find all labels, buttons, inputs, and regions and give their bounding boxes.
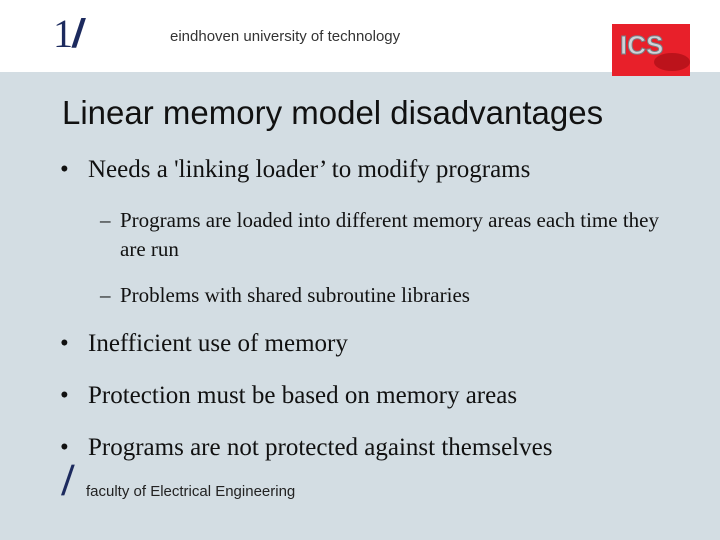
tue-logo-number: 1 (53, 11, 71, 56)
ics-logo-text: ICS (620, 30, 664, 60)
subbullet-text: Programs are loaded into different memory areas each time they are run (120, 208, 659, 261)
subbullet-item (100, 206, 660, 264)
university-name: eindhoven university of technology (170, 28, 401, 45)
footer-slash: / (60, 457, 76, 504)
bullet-marker: • (60, 330, 69, 357)
bullet-text: Needs a 'linking loader’ to modify programs (88, 156, 531, 183)
bullet-marker: • (60, 434, 69, 461)
subbullet-marker: – (100, 283, 111, 307)
slide-header (0, 0, 720, 72)
subbullet-item (100, 281, 660, 310)
ics-logo (612, 24, 690, 76)
bullet-marker: • (60, 382, 69, 409)
bullet-text: Programs are not protected against themselves (88, 434, 553, 461)
slide-title: Linear memory model disadvantages (62, 94, 604, 131)
tue-logo (53, 10, 86, 58)
bullet-item (60, 156, 530, 184)
subbullet-text: Problems with shared subroutine libraries (120, 283, 470, 307)
bullet-item (60, 330, 348, 358)
tue-logo-slash: / (69, 12, 86, 56)
bullet-text: Protection must be based on memory areas (88, 382, 518, 409)
bullet-item (60, 434, 552, 462)
faculty-name: faculty of Electrical Engineering (86, 483, 296, 500)
bullet-marker: • (60, 156, 69, 183)
subbullet-marker: – (100, 208, 111, 232)
bullet-text: Inefficient use of memory (88, 330, 348, 357)
bullet-item (60, 382, 517, 410)
